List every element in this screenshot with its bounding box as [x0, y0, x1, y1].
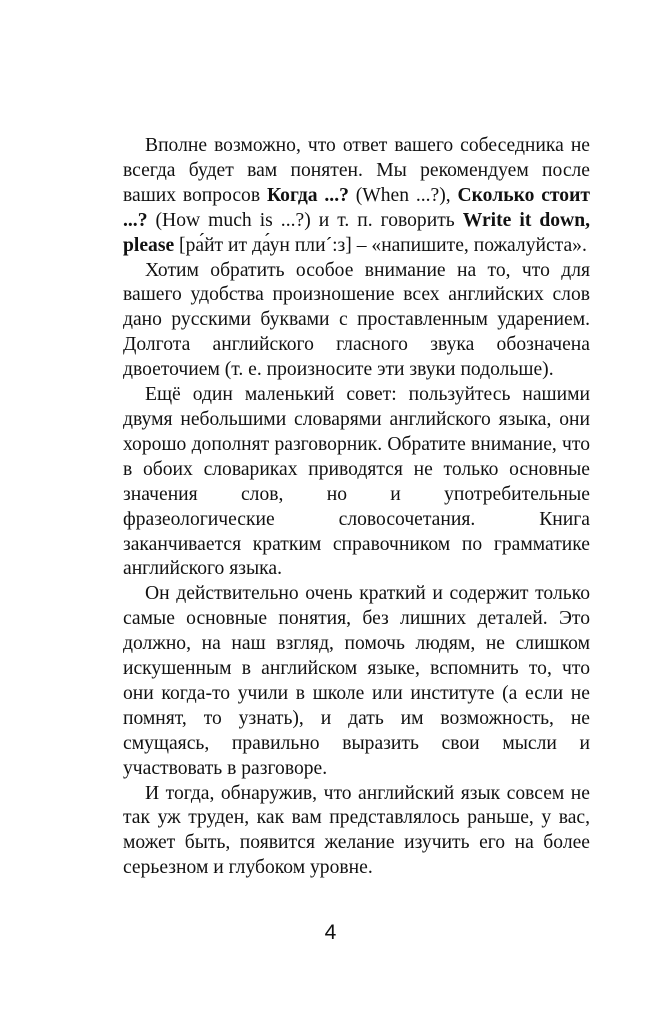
paragraph-text: И тогда, обнаружив, что английский язык совсем не так уж труден, как вам представлялось раньше, у вас, может быть, появится желание изучить его на более серьезном и глубоком уровне. — [123, 782, 590, 879]
paragraph — [123, 582, 590, 781]
paragraph-text: Хотим обратить особое внимание на то, что для вашего удобства произношение всех английских слов дано русскими буквами с проставленным ударением. Долгота английского гласного звука обозначена двоеточием (т. е. произносите эти звуки подольше). — [123, 259, 590, 381]
paragraph-text: Он действительно очень краткий и содержит только самые основные понятия, без лишних деталей. Это должно, на наш взгляд, помочь людям, не слишком искушенным в английском языке, вспомнить то, что они когда-то учили в школе или институте (а если не помнят, то узнать), и дать им возможность, не смущаясь, правильно выразить свои мысли и участвовать в разговоре. — [123, 583, 590, 779]
paragraph — [123, 134, 590, 259]
paragraph — [123, 782, 590, 882]
paragraph-text: Вполне возможно, что ответ вашего собеседника не всегда будет вам понятен. Мы рекомендуем после ваших вопросов — [123, 135, 590, 206]
paragraph-text: (When ...?), — [348, 184, 458, 206]
phrase-how-much: Сколько стоит ...? — [123, 184, 590, 231]
paragraph-text: Ещё один маленький совет: пользуйтесь нашими двумя небольшими словарями английского языка, они хорошо дополнят разговорник. Обратите внимание, что в обоих словариках приводятся не только основные значения слов, но и употребительные фразеологические словосочетания. Книга заканчивается кратким справочником по грамматике английского языка. — [123, 384, 590, 580]
page-body — [123, 134, 590, 881]
phrase-write-it-down: Write it down, please — [123, 209, 591, 256]
paragraph-text: [ра́йт ит да́ун плиˊ:з] – «напишите, пожалуйста». — [174, 234, 587, 256]
paragraph — [123, 259, 590, 384]
page-number: 4 — [324, 921, 337, 944]
paragraph-text: (How much is ...?) и т. п. говорить — [147, 209, 463, 231]
phrase-when: Когда ...? — [266, 184, 349, 206]
paragraph — [123, 383, 590, 582]
